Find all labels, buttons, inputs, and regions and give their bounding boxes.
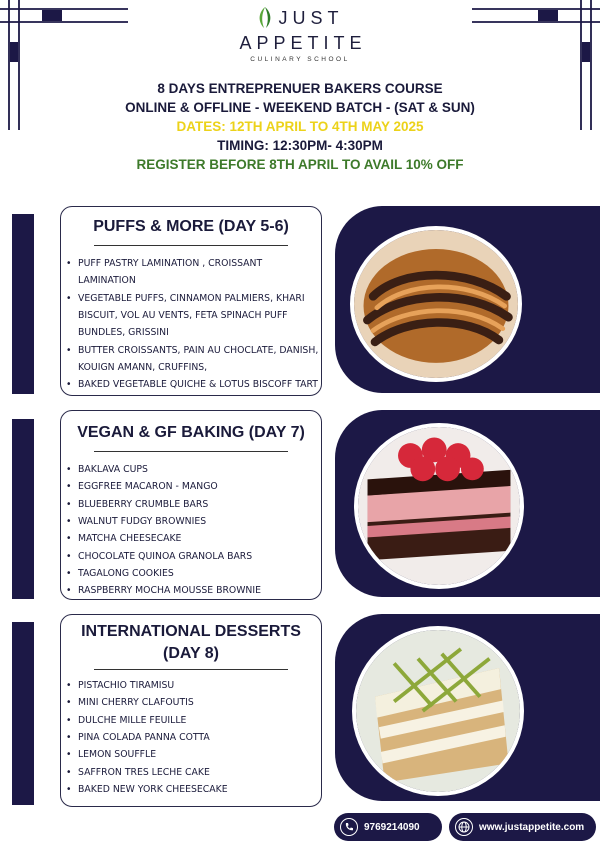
course-batch: ONLINE & OFFLINE - WEEKEND BATCH - (SAT & SUN) bbox=[125, 100, 475, 115]
section-list bbox=[61, 461, 321, 599]
section-card-puffs bbox=[60, 206, 322, 396]
list-item: • BAKED VEGETABLE QUICHE & LOTUS BISCOFF TART bbox=[61, 376, 321, 393]
course-header bbox=[0, 79, 600, 174]
list-item: • BAKLAVA CUPS bbox=[61, 461, 321, 478]
brand-name-line1: JUST bbox=[278, 8, 344, 28]
list-item: • BAKED NEW YORK CHEESECAKE bbox=[61, 781, 321, 798]
website-link[interactable] bbox=[449, 813, 596, 841]
side-accent-bar bbox=[12, 419, 34, 599]
list-item: • MINI CHERRY CLAFOUTIS bbox=[61, 694, 321, 711]
list-item: • CHOCOLATE QUINOA GRANOLA BARS bbox=[61, 548, 321, 565]
title-divider bbox=[94, 245, 288, 246]
title-divider bbox=[94, 451, 288, 452]
list-item: • WALNUT FUDGY BROWNIES bbox=[61, 513, 321, 530]
list-item: • LEMON SOUFFLE bbox=[61, 746, 321, 763]
list-item: • VEGETABLE PUFFS, CINNAMON PALMIERS, KHARI BISCUIT, VOL AU VENTS, FETA SPINACH PUFF BUNDLES, GRISSINI bbox=[61, 290, 321, 342]
side-accent-bar bbox=[12, 214, 34, 394]
course-offer: REGISTER BEFORE 8TH APRIL TO AVAIL 10% OFF bbox=[136, 157, 464, 172]
croissant-photo bbox=[350, 226, 522, 382]
section-list bbox=[61, 255, 321, 393]
brand-logo bbox=[0, 6, 600, 63]
course-title: 8 DAYS ENTREPRENUER BAKERS COURSE bbox=[157, 81, 443, 96]
side-accent-bar bbox=[12, 622, 34, 805]
list-item: • SAFFRON TRES LECHE CAKE bbox=[61, 764, 321, 781]
course-dates: DATES: 12TH APRIL TO 4TH MAY 2025 bbox=[176, 119, 424, 134]
title-divider bbox=[94, 669, 288, 670]
list-item: • TAGALONG COOKIES bbox=[61, 565, 321, 582]
raspberry-cake-photo bbox=[354, 423, 524, 589]
website-url: www.justappetite.com bbox=[479, 821, 585, 833]
list-item: • MATCHA CHEESECAKE bbox=[61, 530, 321, 547]
list-item: • BUTTER CROISSANTS, PAIN AU CHOCLATE, DANISH, KOUIGN AMANN, CRUFFINS, bbox=[61, 342, 321, 377]
list-item: • PINA COLADA PANNA COTTA bbox=[61, 729, 321, 746]
leaf-icon bbox=[257, 6, 273, 30]
phone-icon bbox=[340, 818, 358, 836]
list-item: • RASPBERRY MOCHA MOUSSE BROWNIE bbox=[61, 582, 321, 599]
list-item: • PUFF PASTRY LAMINATION , CROISSANT LAMINATION bbox=[61, 255, 321, 290]
section-title-line2: (DAY 8) bbox=[162, 645, 220, 662]
section-title: PUFFS & MORE (DAY 5-6) bbox=[93, 218, 289, 235]
section-card-international bbox=[60, 614, 322, 807]
list-item: • BLUEBERRY CRUMBLE BARS bbox=[61, 496, 321, 513]
brand-name-line2: APPETITE bbox=[239, 33, 367, 53]
globe-icon bbox=[455, 818, 473, 836]
section-list bbox=[61, 677, 321, 798]
phone-contact[interactable] bbox=[334, 813, 442, 841]
list-item: • DULCHE MILLE FEUILLE bbox=[61, 712, 321, 729]
brand-tagline: CULINARY SCHOOL bbox=[250, 56, 350, 63]
section-card-vegan bbox=[60, 410, 322, 600]
list-item: • EGGFREE MACARON - MANGO bbox=[61, 478, 321, 495]
course-timing: TIMING: 12:30PM- 4:30PM bbox=[217, 138, 383, 153]
list-item: • PISTACHIO TIRAMISU bbox=[61, 677, 321, 694]
section-title: VEGAN & GF BAKING (DAY 7) bbox=[77, 424, 305, 441]
pistachio-cake-photo bbox=[352, 626, 524, 796]
section-title-line1: INTERNATIONAL DESSERTS bbox=[81, 623, 301, 640]
phone-number: 9769214090 bbox=[364, 821, 420, 833]
